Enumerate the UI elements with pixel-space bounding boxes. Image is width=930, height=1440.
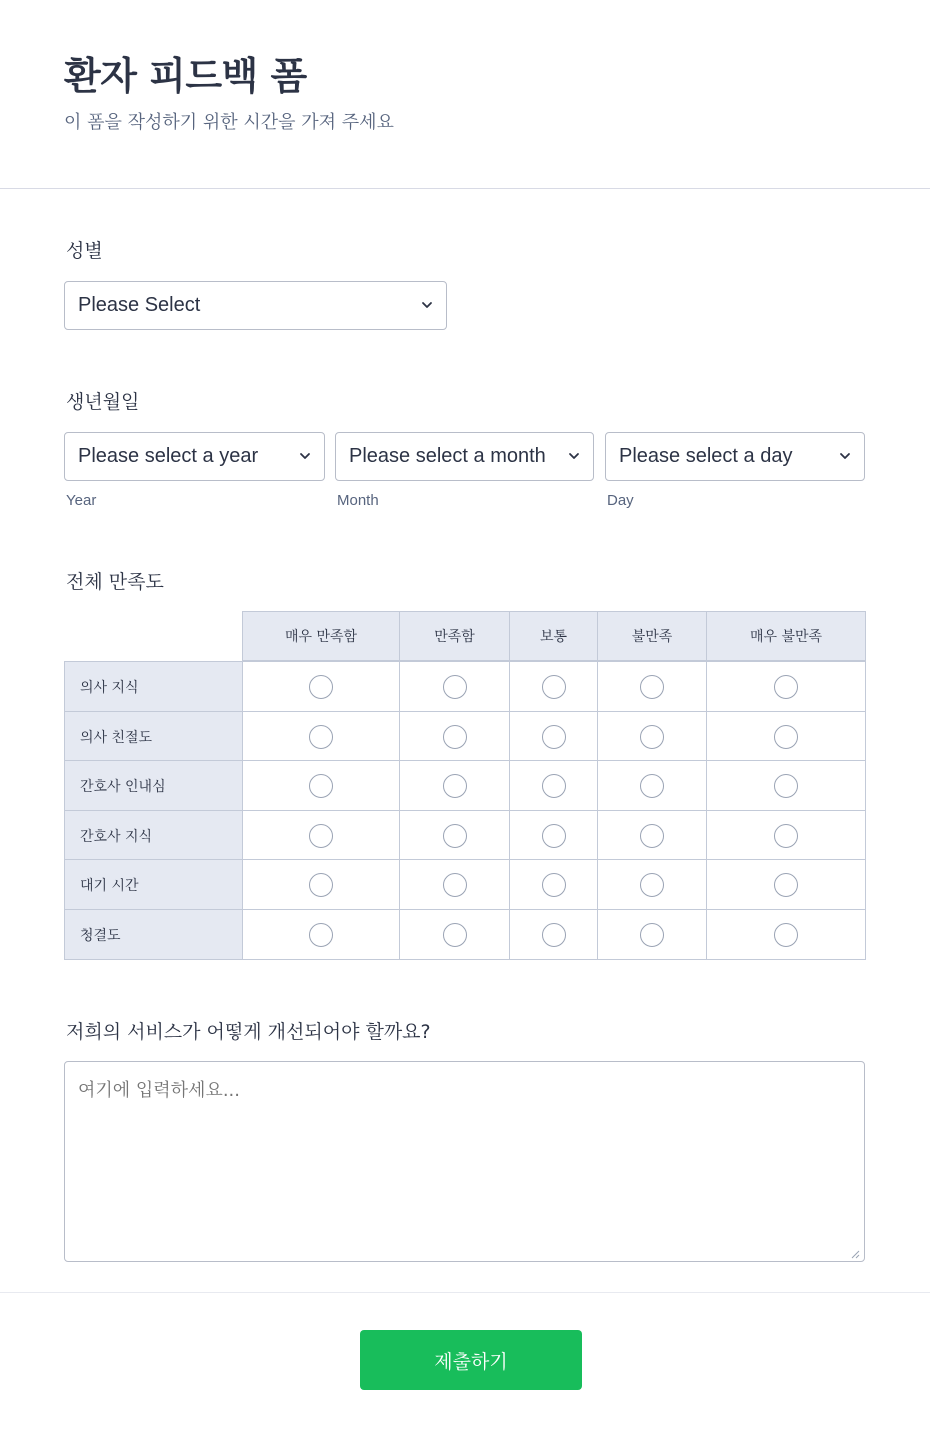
month-sublabel: Month bbox=[337, 492, 379, 509]
matrix-cell bbox=[597, 859, 707, 910]
matrix-row-label: 간호사 인내심 bbox=[64, 760, 243, 811]
rating-radio[interactable] bbox=[443, 923, 467, 947]
matrix-cell bbox=[597, 909, 707, 960]
matrix-row-label: 의사 친절도 bbox=[64, 711, 243, 762]
matrix-cell bbox=[706, 760, 866, 811]
matrix-column-header: 만족함 bbox=[399, 611, 510, 661]
rating-radio[interactable] bbox=[640, 873, 664, 897]
birthdate-label: 생년월일 bbox=[66, 391, 140, 413]
day-select-value: Please select a day bbox=[619, 445, 793, 467]
matrix-cell bbox=[706, 810, 866, 861]
rating-radio[interactable] bbox=[640, 725, 664, 749]
rating-radio[interactable] bbox=[309, 675, 333, 699]
rating-radio[interactable] bbox=[542, 923, 566, 947]
matrix-cell bbox=[242, 661, 400, 712]
rating-radio[interactable] bbox=[774, 923, 798, 947]
matrix-cell bbox=[509, 859, 598, 910]
matrix-cell bbox=[597, 711, 707, 762]
submit-button[interactable]: 제출하기 bbox=[360, 1330, 582, 1390]
rating-radio[interactable] bbox=[309, 725, 333, 749]
rating-radio[interactable] bbox=[309, 774, 333, 798]
matrix-cell bbox=[242, 711, 400, 762]
matrix-column-header: 불만족 bbox=[597, 611, 707, 661]
matrix-cell bbox=[706, 661, 866, 712]
rating-radio[interactable] bbox=[309, 824, 333, 848]
year-sublabel: Year bbox=[66, 492, 97, 509]
rating-radio[interactable] bbox=[309, 873, 333, 897]
matrix-cell bbox=[509, 661, 598, 712]
year-select[interactable] bbox=[64, 432, 325, 481]
rating-radio[interactable] bbox=[542, 824, 566, 848]
matrix-cell bbox=[399, 760, 510, 811]
rating-radio[interactable] bbox=[542, 774, 566, 798]
rating-radio[interactable] bbox=[443, 873, 467, 897]
matrix-cell bbox=[509, 760, 598, 811]
rating-radio[interactable] bbox=[774, 873, 798, 897]
chevron-down-icon bbox=[838, 449, 852, 463]
matrix-cell bbox=[399, 661, 510, 712]
matrix-cell bbox=[509, 711, 598, 762]
matrix-column-header: 보통 bbox=[509, 611, 598, 661]
matrix-row-label: 청결도 bbox=[64, 909, 243, 960]
matrix-row-label: 간호사 지식 bbox=[64, 810, 243, 861]
matrix-cell bbox=[399, 859, 510, 910]
footer-divider bbox=[0, 1292, 930, 1293]
matrix-cell bbox=[706, 859, 866, 910]
matrix-cell bbox=[597, 661, 707, 712]
matrix-cell bbox=[509, 810, 598, 861]
matrix-column-header: 매우 만족함 bbox=[242, 611, 400, 661]
rating-radio[interactable] bbox=[774, 824, 798, 848]
matrix-row-label: 대기 시간 bbox=[64, 859, 243, 910]
matrix-cell bbox=[706, 909, 866, 960]
day-select[interactable] bbox=[605, 432, 865, 481]
rating-radio[interactable] bbox=[640, 824, 664, 848]
chevron-down-icon bbox=[298, 449, 312, 463]
matrix-cell bbox=[242, 859, 400, 910]
rating-radio[interactable] bbox=[542, 675, 566, 699]
matrix-cell bbox=[399, 909, 510, 960]
matrix-row-label: 의사 지식 bbox=[64, 661, 243, 712]
matrix-cell bbox=[242, 810, 400, 861]
rating-radio[interactable] bbox=[443, 725, 467, 749]
matrix-cell bbox=[242, 909, 400, 960]
resize-grip-icon[interactable] bbox=[848, 1244, 860, 1256]
page-title: 환자 피드백 폼 bbox=[64, 54, 307, 98]
rating-radio[interactable] bbox=[774, 725, 798, 749]
month-select[interactable] bbox=[335, 432, 594, 481]
improvement-textarea[interactable] bbox=[64, 1061, 865, 1262]
page-subtitle: 이 폼을 작성하기 위한 시간을 가져 주세요 bbox=[64, 112, 394, 133]
chevron-down-icon bbox=[420, 298, 434, 312]
rating-radio[interactable] bbox=[542, 725, 566, 749]
form-header bbox=[0, 0, 930, 189]
satisfaction-label: 전체 만족도 bbox=[66, 571, 164, 593]
matrix-cell bbox=[706, 711, 866, 762]
chevron-down-icon bbox=[567, 449, 581, 463]
rating-radio[interactable] bbox=[309, 923, 333, 947]
matrix-cell bbox=[597, 810, 707, 861]
year-select-value: Please select a year bbox=[78, 445, 259, 467]
rating-radio[interactable] bbox=[443, 675, 467, 699]
rating-radio[interactable] bbox=[774, 774, 798, 798]
rating-radio[interactable] bbox=[640, 774, 664, 798]
rating-radio[interactable] bbox=[640, 923, 664, 947]
gender-label: 성별 bbox=[66, 240, 103, 262]
gender-select-value: Please Select bbox=[78, 294, 201, 316]
matrix-cell bbox=[597, 760, 707, 811]
rating-radio[interactable] bbox=[443, 824, 467, 848]
rating-radio[interactable] bbox=[542, 873, 566, 897]
matrix-column-header: 매우 불만족 bbox=[706, 611, 866, 661]
matrix-cell bbox=[399, 810, 510, 861]
day-sublabel: Day bbox=[607, 492, 634, 509]
matrix-cell bbox=[509, 909, 598, 960]
improvement-label: 저희의 서비스가 어떻게 개선되어야 할까요? bbox=[66, 1021, 431, 1043]
matrix-cell bbox=[242, 760, 400, 811]
matrix-cell bbox=[399, 711, 510, 762]
satisfaction-matrix bbox=[64, 611, 865, 959]
month-select-value: Please select a month bbox=[349, 445, 546, 467]
gender-select[interactable] bbox=[64, 281, 447, 330]
rating-radio[interactable] bbox=[774, 675, 798, 699]
rating-radio[interactable] bbox=[640, 675, 664, 699]
rating-radio[interactable] bbox=[443, 774, 467, 798]
